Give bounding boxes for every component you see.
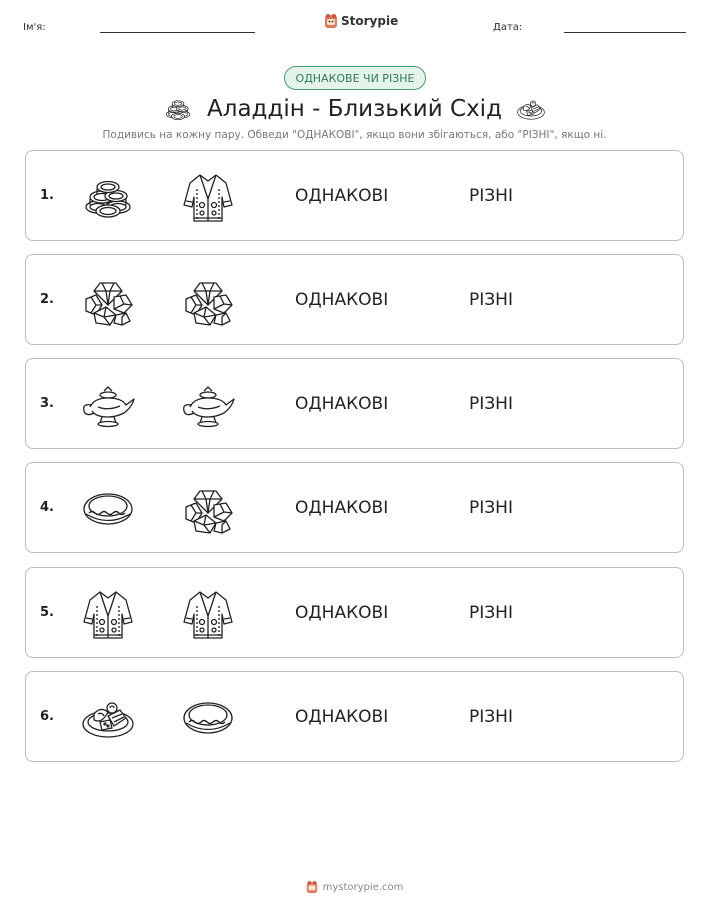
row-number: 5.	[40, 605, 54, 620]
option-same[interactable]: ОДНАКОВІ	[295, 393, 389, 414]
right-picture	[180, 690, 236, 746]
exercise-row	[25, 462, 684, 553]
option-same[interactable]: ОДНАКОВІ	[295, 185, 389, 206]
left-picture	[80, 586, 136, 642]
robe-icon	[80, 586, 136, 642]
footer	[0, 880, 709, 894]
option-different[interactable]: РІЗНІ	[469, 497, 513, 518]
exercise-row	[25, 671, 684, 762]
row-number: 3.	[40, 396, 54, 411]
option-same[interactable]: ОДНАКОВІ	[295, 289, 389, 310]
option-different[interactable]: РІЗНІ	[469, 289, 513, 310]
left-picture	[80, 273, 136, 329]
title-row	[0, 92, 709, 126]
storypie-mascot-icon	[324, 13, 338, 29]
instructions: Подивись на кожну пару. Обведи "ОДНАКОВІ", якщо вони збігаються, або "РІЗНІ", якщо ні.	[102, 129, 607, 141]
right-picture	[180, 377, 236, 433]
footer-url[interactable]: mystorypie.com	[322, 881, 404, 893]
page-title: Аладдін - Близький Схід	[207, 96, 502, 122]
row-number: 1.	[40, 188, 54, 203]
right-picture	[180, 586, 236, 642]
gems-icon	[180, 481, 236, 537]
robe-icon	[180, 169, 236, 225]
row-number: 4.	[40, 500, 54, 515]
date-line[interactable]	[564, 32, 686, 33]
right-picture	[180, 273, 236, 329]
left-picture	[80, 690, 136, 746]
exercise-row	[25, 150, 684, 241]
coins-icon	[163, 94, 193, 124]
worksheet-type-badge: ОДНАКОВЕ ЧИ РІЗНЕ	[284, 66, 426, 90]
row-number: 6.	[40, 709, 54, 724]
sweets-plate-icon	[80, 690, 136, 746]
left-picture	[80, 481, 136, 537]
bracelet-icon	[180, 690, 236, 746]
title-right-icon	[516, 94, 546, 124]
right-picture	[180, 481, 236, 537]
bracelet-icon	[80, 481, 136, 537]
exercise-row	[25, 254, 684, 345]
coins-icon	[80, 169, 136, 225]
row-number: 2.	[40, 292, 54, 307]
name-label: Ім'я:	[23, 22, 46, 33]
right-picture	[180, 169, 236, 225]
option-same[interactable]: ОДНАКОВІ	[295, 706, 389, 727]
magic-lamp-icon	[180, 377, 236, 433]
option-different[interactable]: РІЗНІ	[469, 185, 513, 206]
robe-icon	[180, 586, 236, 642]
brand-name: Storypie	[341, 14, 399, 28]
left-picture	[80, 377, 136, 433]
gems-icon	[180, 273, 236, 329]
option-different[interactable]: РІЗНІ	[469, 602, 513, 623]
option-different[interactable]: РІЗНІ	[469, 393, 513, 414]
magic-lamp-icon	[80, 377, 136, 433]
title-left-icon	[163, 94, 193, 124]
option-different[interactable]: РІЗНІ	[469, 706, 513, 727]
exercise-row	[25, 358, 684, 449]
name-line[interactable]	[100, 32, 255, 33]
option-same[interactable]: ОДНАКОВІ	[295, 602, 389, 623]
left-picture	[80, 169, 136, 225]
option-same[interactable]: ОДНАКОВІ	[295, 497, 389, 518]
exercise-row	[25, 567, 684, 658]
brand-logo	[324, 13, 398, 29]
storypie-mascot-icon	[306, 880, 318, 894]
header	[0, 0, 709, 50]
date-label: Дата:	[493, 22, 523, 33]
gems-icon	[80, 273, 136, 329]
sweets-plate-icon	[516, 94, 546, 124]
